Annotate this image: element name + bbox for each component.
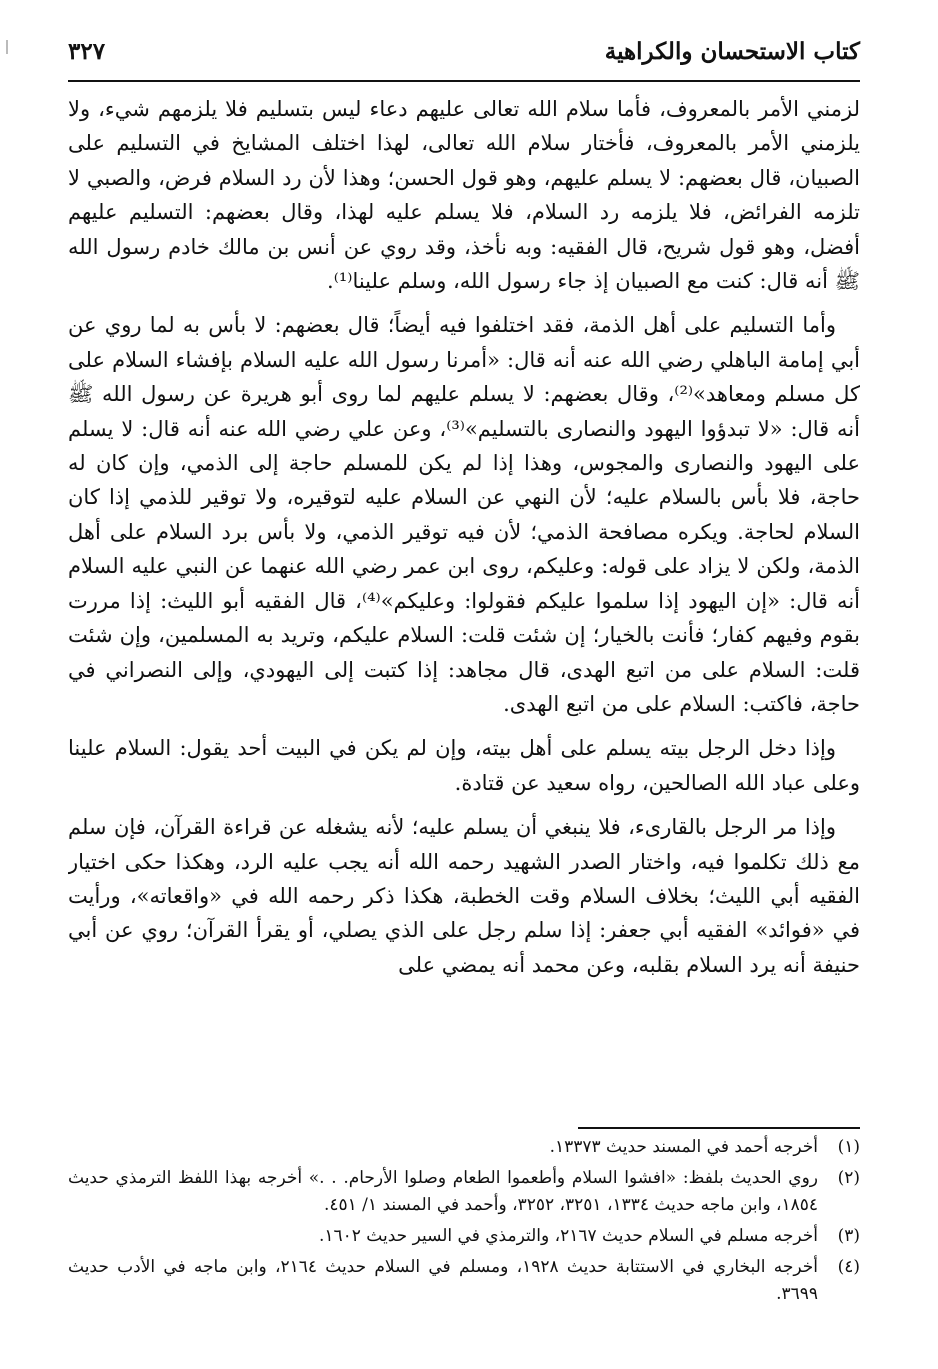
scan-mark: [6, 40, 8, 54]
footnote-number: (٣): [837, 1226, 860, 1246]
footnote: [68, 1165, 860, 1219]
footnote-number: (٢): [837, 1168, 860, 1188]
paragraph: وإذا دخل الرجل بيته يسلم على أهل بيته، وإن لم يكن في البيت أحد يقول: السلام علينا وعلى عباد الله الصالحين، رواه سعيد عن قتادة.: [68, 736, 860, 795]
footnote: [68, 1223, 860, 1250]
page-number: ٣٢٧: [68, 38, 106, 65]
page-header: [68, 34, 860, 82]
footnote-text: روي الحديث بلفظ: «افشوا السلام وأطعموا الطعام وصلوا الأرحام. . .» أخرجه بهذا اللفظ الترمذي حديث ١٨٥٤، وابن ماجه حديث ١٣٣٤، ٣٢٥١، ٣٢٥٢، وأحمد في المسند ١/ ٤٥١.: [68, 1168, 818, 1215]
footnote-number: (٤): [837, 1257, 860, 1277]
footnote-text: أخرجه مسلم في السلام حديث ٢١٦٧، والترمذي في السير حديث ١٦٠٢.: [318, 1226, 818, 1246]
footnote-text: أخرجه البخاري في الاستتابة حديث ١٩٢٨، ومسلم في السلام حديث ٢١٦٤، وابن ماجه في الأدب حديث ٣٦٩٩.: [68, 1257, 819, 1304]
footnote-number: (١): [837, 1137, 860, 1157]
paragraph: وإذا مر الرجل بالقارىء، فلا ينبغي أن يسلم عليه؛ لأنه يشغله عن قراءة القرآن، فإن سلم مع ذلك تكلموا فيه، واختار الصدر الشهيد رحمه الله أنه يجب عليه الرد، وهكذا حكى اختيار الفقيه أبي الليث؛ بخلاف السلام وقت الخطبة، هكذا ذكر رحمه الله في «واقعاته»، ورأيت في «فوائد» الفقيه أبي جعفر: إذا سلم رجل على الذي يصلي، أو يقرأ القرآن؛ روي عن أبي حنيفة أنه يرد السلام بقلبه، وعن محمد أنه يمضي على: [68, 815, 860, 977]
footnotes: [68, 1134, 860, 1334]
paragraph: وأما التسليم على أهل الذمة، فقد اختلفوا فيه أيضاً؛ قال بعضهم: لا بأس به لما روي عن أبي إمامة الباهلي رضي الله عنه أنه قال: «أمرنا رسول الله عليه السلام بإفشاء السلام على كل مسلم ومعاهد»⁽²⁾، وقال بعضهم: لا يسلم عليهم لما روى أبو هريرة عن رسول الله ﷺ أنه قال: «لا تبدؤوا اليهود والنصارى بالتسليم»⁽³⁾، وعن علي رضي الله عنه أنه قال: لا يسلم على اليهود والنصارى والمجوس، وهذا إذا لم يكن للمسلم حاجة إلى الذمي، وإن كان له حاجة، فلا بأس بالسلام عليه؛ لأن النهي عن السلام عليه لتوقيره، ولا توقير للذمي إذا كان السلام لحاجة. ويكره مصافحة الذمي؛ لأن فيه توقير الذمي، ولا بأس برد السلام على أهل الذمة، ولكن لا يزاد على قوله: وعليكم، روى ابن عمر رضي الله عنهما عن النبي عليه السلام أنه قال: «إن اليهود إذا سلموا عليكم فقولوا: وعليكم»⁽⁴⁾، قال الفقيه أبو الليث: إذا مررت بقوم وفيهم كفار؛ فأنت بالخيار؛ إن شئت قلت: السلام عليكم، وتريد به المسلمين، وإن شئت قلت: السلام على من اتبع الهدى، قال مجاهد: إذا كتبت إلى اليهودي، وإلى النصراني في حاجة، فاكتب: السلام على من اتبع الهدى.: [68, 313, 860, 716]
running-title: كتاب الاستحسان والكراهية: [604, 38, 860, 65]
footnote: [68, 1134, 860, 1161]
footnote-text: أخرجه أحمد في المسند حديث ١٣٣٧٣.: [549, 1137, 818, 1157]
body-text: [68, 92, 860, 1032]
paragraph: لزمني الأمر بالمعروف، فأما سلام الله تعالى عليهم دعاء ليس بتسليم فلا يلزمهم شيء، ولا يلزمني الأمر بالمعروف، فأختار سلام الله تعالى، لهذا اختلف المشايخ في التسليم على الصبيان، قال بعضهم: لا يسلم عليهم، وهو قول الحسن؛ وهذا لأن رد السلام فرض، والصبي لا تلزمه الفرائض، فلا يلزمه رد السلام، فلا يسلم عليه لهذا، وقال بعضهم: التسليم عليهم أفضل، وهو قول شريح، قال الفقيه: وبه نأخذ، وقد روي عن أنس بن مالك خادم رسول الله ﷺ أنه قال: كنت مع الصبيان إذ جاء رسول الله، وسلم علينا⁽¹⁾.: [68, 97, 860, 294]
footnote-separator: [578, 1127, 860, 1129]
footnote: [68, 1254, 860, 1308]
